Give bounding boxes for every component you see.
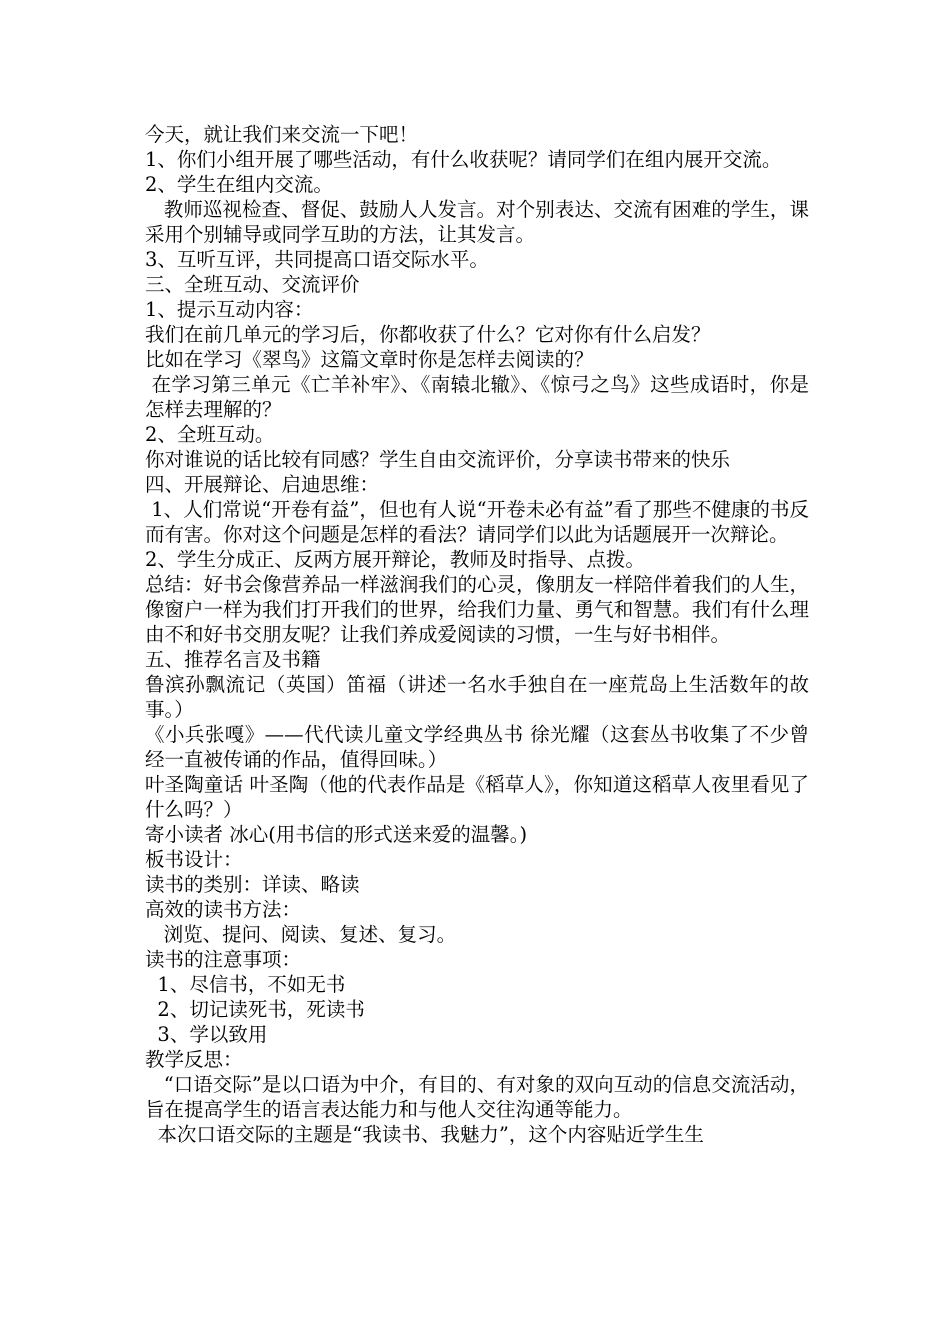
body-paragraph: 1、人们常说“开卷有益”，但也有人说“开卷未必有益”看了那些不健康的书反而有害。你对这个问题是怎样的看法？请同学们以此为话题展开一次辩论。	[145, 498, 809, 546]
body-paragraph: 1、尽信书，不如无书	[145, 973, 346, 996]
body-paragraph: 《小兵张嘎》——代代读儿童文学经典丛书 徐光耀（这套丛书收集了不少曾经一直被传诵的作品，值得回味。）	[145, 723, 809, 771]
body-paragraph: 我们在前几单元的学习后，你都收获了什么？它对你有什么启发？	[145, 323, 711, 346]
body-paragraph: 叶圣陶童话 叶圣陶（他的代表作品是《稻草人》，你知道这稻草人夜里看见了什么吗？）	[145, 773, 809, 821]
body-paragraph: 2、学生分成正、反两方展开辩论，教师及时指导、点拨。	[145, 548, 645, 571]
body-paragraph: 你对谁说的话比较有同感？学生自由交流评价，分享读书带来的快乐	[145, 448, 731, 471]
body-paragraph: 四、开展辩论、启迪思维：	[145, 473, 380, 496]
body-paragraph: 五、推荐名言及书籍	[145, 648, 321, 671]
body-paragraph: “口语交际”是以口语为中介，有目的、有对象的双向互动的信息交流活动，旨在提高学生的语言表达能力和与他人交往沟通等能力。	[145, 1073, 809, 1121]
body-paragraph: 1、你们小组开展了哪些活动，有什么收获呢？请同学们在组内展开交流。	[145, 148, 782, 171]
body-paragraph: 3、互听互评，共同提高口语交际水平。	[145, 248, 489, 271]
body-paragraph: 今天，就让我们来交流一下吧！	[145, 123, 419, 146]
body-paragraph: 寄小读者 冰心(用书信的形式送来爱的温馨。)	[145, 823, 528, 846]
body-paragraph: 3、学以致用	[145, 1023, 268, 1046]
body-paragraph: 总结：好书会像营养品一样滋润我们的心灵，像朋友一样陪伴着我们的人生，像窗户一样为我们打开我们的世界，给我们力量、勇气和智慧。我们有什么理由不和好书交朋友呢？让我们养成爱阅读的习惯，一生与好书相伴。	[145, 573, 809, 646]
body-paragraph: 教学反思：	[145, 1048, 243, 1071]
body-paragraph: 在学习第三单元《亡羊补牢》、《南辕北辙》、《惊弓之鸟》这些成语时，你是怎样去理解的？	[145, 373, 809, 421]
body-paragraph: 2、切记读死书，死读书	[145, 998, 365, 1021]
body-paragraph: 鲁滨孙飘流记（英国）笛福（讲述一名水手独自在一座荒岛上生活数年的故事。）	[145, 673, 809, 721]
body-paragraph: 高效的读书方法：	[145, 898, 302, 921]
body-paragraph: 教师巡视检查、督促、鼓励人人发言。对个别表达、交流有困难的学生，课采用个别辅导或同学互助的方法，让其发言。	[145, 198, 809, 246]
body-paragraph: 2、全班互动。	[145, 423, 275, 446]
body-paragraph: 三、全班互动、交流评价	[145, 273, 360, 296]
document-body	[145, 122, 809, 1147]
body-paragraph: 板书设计：	[145, 848, 243, 871]
body-paragraph: 读书的类别：详读、略读	[145, 873, 360, 896]
body-paragraph: 浏览、提问、阅读、复述、复习。	[145, 923, 457, 946]
body-paragraph: 1、提示互动内容：	[145, 298, 314, 321]
body-paragraph: 本次口语交际的主题是“我读书、我魅力”，这个内容贴近学生生	[145, 1123, 704, 1146]
body-paragraph: 读书的注意事项：	[145, 948, 302, 971]
body-paragraph: 2、学生在组内交流。	[145, 173, 333, 196]
body-paragraph: 比如在学习《翠鸟》这篇文章时你是怎样去阅读的？	[145, 348, 594, 371]
